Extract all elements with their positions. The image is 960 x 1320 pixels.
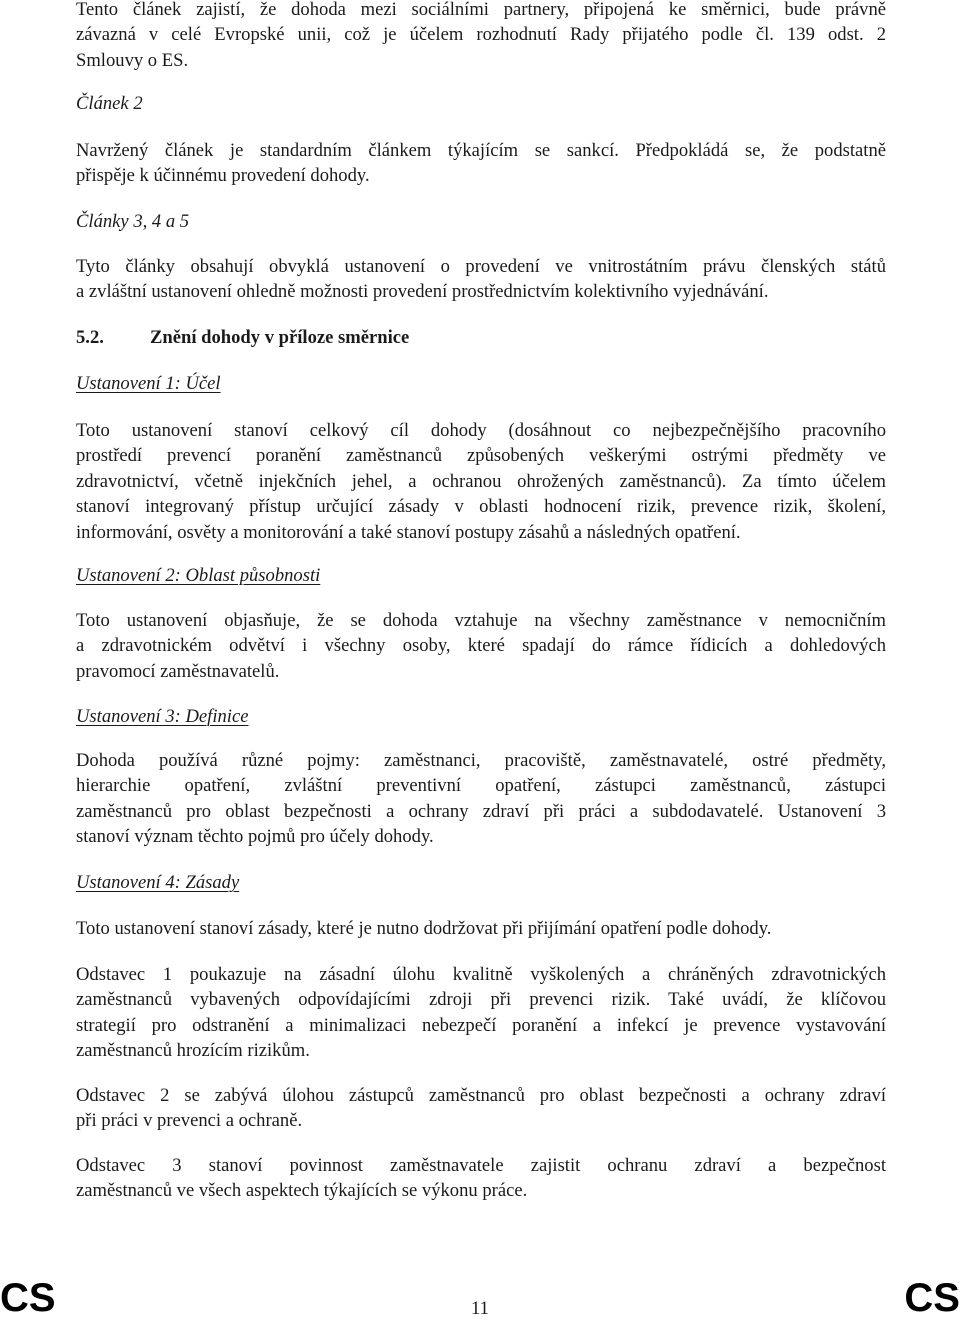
paragraph-clanek-2 (76, 138, 886, 189)
text-line: závazná v celé Evropské unii, což je účelem rozhodnutí Rady přijatého podle čl. 139 odst. 2 (76, 24, 886, 46)
footer-language-code-left: CS (0, 1276, 56, 1320)
section-title: Znění dohody v příloze směrnice (150, 327, 410, 348)
text-line: přispěje k účinnému provedení dohody. (76, 165, 370, 187)
heading-text: Ustanovení 2: Oblast působnosti (76, 565, 321, 586)
text-line: Tento článek zajistí, že dohoda mezi sociálními partnery, připojená ke směrnici, bude právně (76, 0, 886, 20)
heading-ustanoveni-1 (76, 371, 886, 396)
paragraph-ustanoveni-2 (76, 608, 886, 684)
text-line: Toto ustanovení objasňuje, že se dohoda vztahuje na všechny zaměstnance v nemocničním (76, 610, 886, 631)
heading-clanky-3-4-5: Články 3, 4 a 5 (76, 211, 190, 232)
text-line: prostředí prevencí poranění zaměstnanců způsobených veškerými ostrými předměty ve (76, 445, 886, 467)
heading-text: Ustanovení 3: Definice (76, 706, 249, 727)
text-line: a zdravotnickém odvětví i všechny osoby, které spadají do rámce řídicích a dohledových (76, 635, 886, 657)
text-line: a zvláštní ustanovení ohledně možnosti provedení prostřednictvím kolektivního vyjednávání. (76, 281, 769, 303)
paragraph-odstavec-1 (76, 962, 886, 1064)
paragraph-continuation (76, 0, 886, 73)
text-line: zdravotnictví, včetně injekčních jehel, a ochranou ohrožených zaměstnanců). Za tímto účelem (76, 470, 886, 492)
page-number: 11 (471, 1298, 489, 1319)
text-line: Odstavec 2 se zabývá úlohou zástupců zaměstnanců pro oblast bezpečnosti a ochrany zdraví (76, 1085, 886, 1106)
heading-ustanoveni-4 (76, 870, 886, 895)
section-number: 5.2. (76, 327, 104, 348)
paragraph-ustanoveni-3 (76, 748, 886, 850)
text-line: Tyto články obsahují obvyklá ustanovení o provedení ve vnitrostátním právu členských států (76, 256, 886, 277)
text-line: strategií pro odstranění a minimalizaci nebezpečí poranění a infekcí je prevence vystavování (76, 1014, 886, 1036)
text-line: zaměstnanců hrozícím rizikům. (76, 1040, 310, 1062)
paragraph-odstavec-2 (76, 1083, 886, 1134)
text-line: Smlouvy o ES. (76, 49, 189, 71)
text-line: Toto ustanovení stanoví celkový cíl dohody (dosáhnout co nejbezpečnějšího pracovního (76, 420, 886, 441)
text-line: Toto ustanovení stanoví zásady, které je nutno dodržovat při přijímání opatření podle dohody. (76, 918, 772, 939)
paragraph-ustanoveni-4-intro (76, 916, 886, 941)
heading-ustanoveni-3 (76, 704, 886, 729)
footer-language-code-right: CS (904, 1276, 960, 1320)
text-line: zaměstnanců vybavených odpovídajícími zdroji při prevenci rizik. Také uvádí, že klíčovou (76, 989, 886, 1011)
paragraph-clanky-3-4-5 (76, 254, 886, 305)
paragraph-ustanoveni-1 (76, 418, 886, 545)
text-line: Dohoda používá různé pojmy: zaměstnanci, pracoviště, zaměstnavatelé, ostré předměty, (76, 750, 886, 771)
text-line: Odstavec 3 stanoví povinnost zaměstnavatele zajistit ochranu zdraví a bezpečnost (76, 1155, 886, 1176)
text-line: stanoví integrovaný přístup určující zásady v oblasti hodnocení rizik, prevence rizik, školení, (76, 496, 886, 518)
heading-ustanoveni-2 (76, 563, 886, 588)
text-line: informování, osvěty a monitorování a také stanoví postupy zásahů a následných opatření. (76, 521, 741, 543)
text-line: hierarchie opatření, zvláštní preventivní opatření, zástupci zaměstnanců, zástupci (76, 775, 886, 797)
text-line: zaměstnanců pro oblast bezpečnosti a ochrany zdraví při práci a subdodavatelé. Ustanovení 3 (76, 800, 886, 822)
heading-text: Ustanovení 4: Zásady (76, 872, 240, 893)
text-line: zaměstnanců ve všech aspektech týkajících se výkonu práce. (76, 1180, 528, 1202)
text-line: stanoví význam těchto pojmů pro účely dohody. (76, 826, 434, 848)
heading-text: Ustanovení 1: Účel (76, 373, 221, 394)
heading-clanek-2: Článek 2 (76, 93, 143, 114)
text-line: Navržený článek je standardním článkem týkajícím se sankcí. Předpokládá se, že podstatně (76, 140, 886, 161)
text-line: při práci v prevenci a ochraně. (76, 1110, 303, 1132)
text-line: pravomocí zaměstnavatelů. (76, 660, 280, 682)
text-line: Odstavec 1 poukazuje na zásadní úlohu kvalitně vyškolených a chráněných zdravotnických (76, 964, 886, 985)
section-heading (76, 325, 886, 350)
paragraph-odstavec-3 (76, 1153, 886, 1204)
